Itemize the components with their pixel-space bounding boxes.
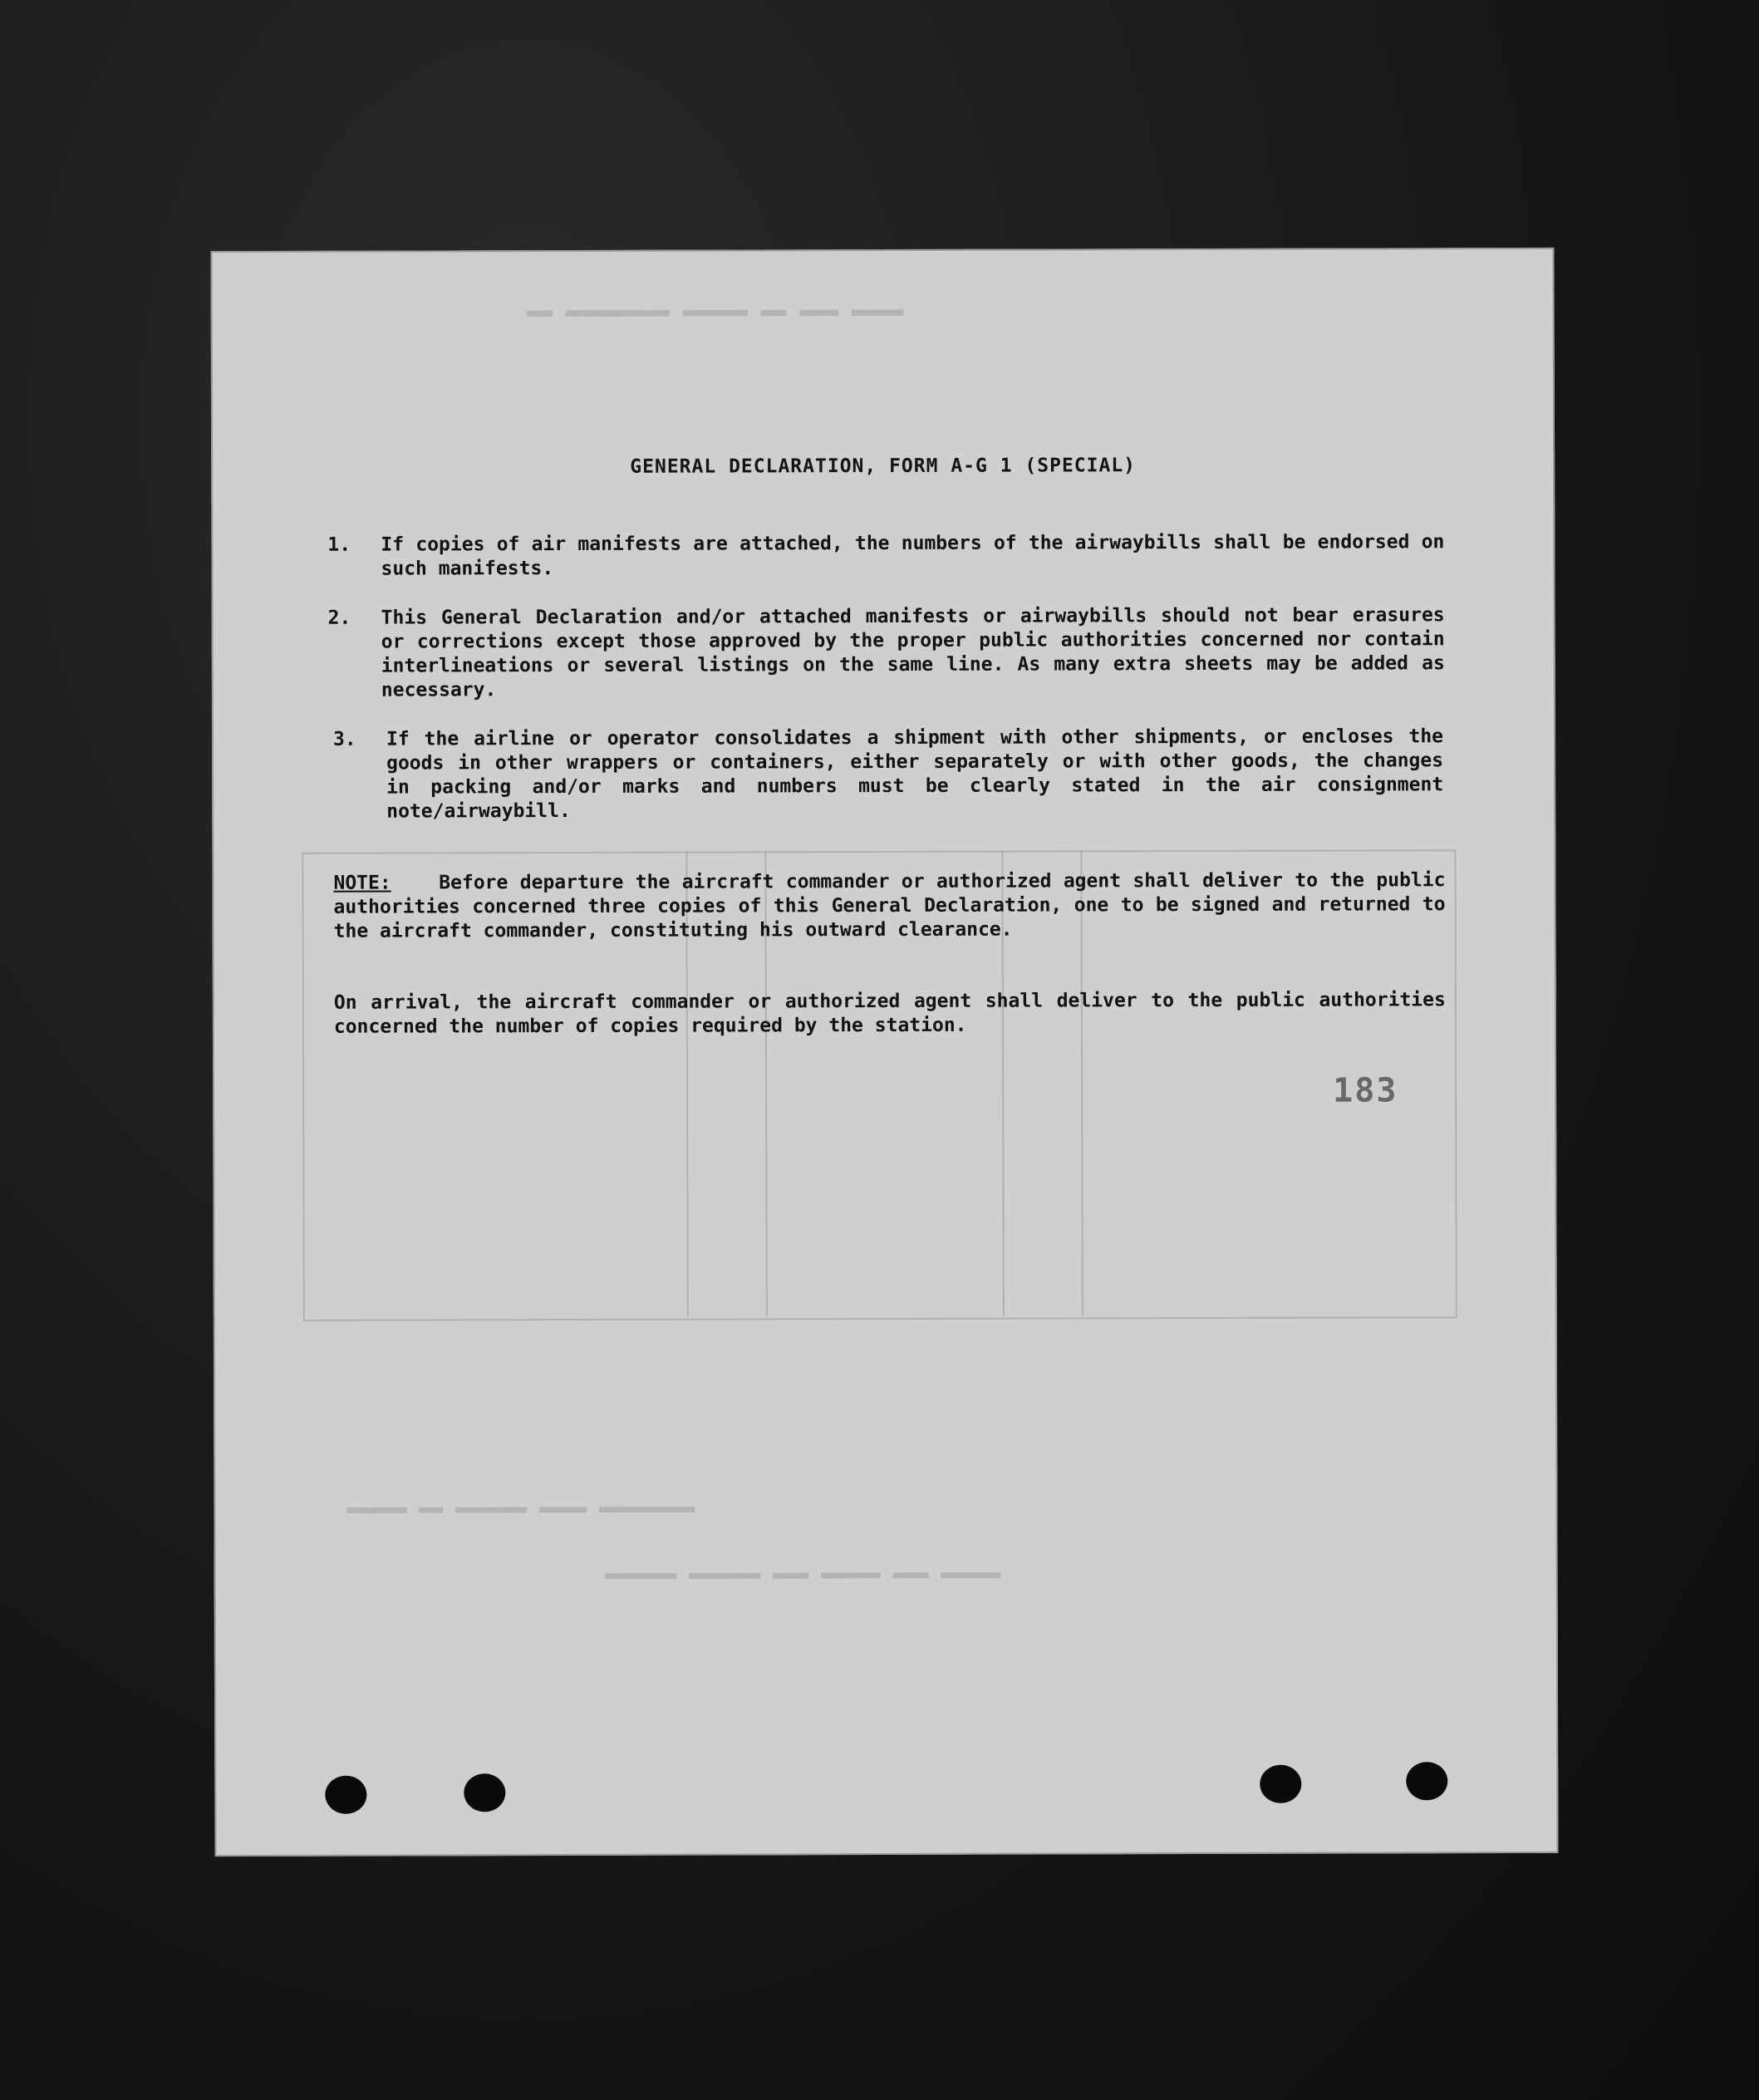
instruction-item-3 <box>332 725 1563 823</box>
form-title: GENERAL DECLARATION, FORM A-G 1 (SPECIAL) <box>630 455 1137 478</box>
bleed-through-lines: ▬▬▬▬▬ ▬▬▬ ▬▬▬▬▬ ▬▬▬ ▬▬▬▬▬▬ ▬▬▬▬▬▬ <box>604 1561 1001 1586</box>
punch-hole <box>464 1773 505 1812</box>
page-number-stamp: 183 <box>1333 1071 1398 1110</box>
note-paragraph <box>333 868 1445 944</box>
bleed-through-heading: ▬▬▬▬ ▬▬▬ ▬▬ ▬▬▬▬▬ ▬▬▬▬▬▬▬▬ ▬▬ <box>526 298 904 326</box>
item-text: If the airline or operator consolidates a shipment with other shipments, or encloses the goods in other wrappers or containers, either separately or with other goods, the changes in packing and/or marks and numbers must be clearly stated in the air consignment note/airwaybill. <box>386 725 1444 823</box>
bleed-through-lines: ▬▬▬▬▬▬▬▬ ▬▬▬▬ ▬▬▬▬▬▬ ▬▬ ▬▬▬▬▬ <box>346 1496 695 1521</box>
instruction-item-1 <box>327 530 1557 580</box>
item-number: 3. <box>332 728 356 750</box>
punch-hole <box>1260 1765 1301 1803</box>
note-label: NOTE: <box>333 872 391 894</box>
item-number: 1. <box>327 534 351 556</box>
note-text: Before departure the aircraft commander or authorized agent shall deliver to the public authorities concerned three copies of this General Declaration, one to be signed and returned to the aircraft commander, constituting his outward clearance. <box>333 869 1446 942</box>
punch-hole <box>1406 1762 1447 1800</box>
item-number: 2. <box>327 607 351 629</box>
arrival-paragraph: On arrival, the aircraft commander or authorized agent shall deliver to the public authorities concerned the number of copies required by the station. <box>333 989 1446 1038</box>
punch-hole <box>325 1776 366 1814</box>
document-page <box>210 248 1558 1857</box>
item-text: This General Declaration and/or attached manifests or airwaybills should not bear erasures or corrections except those approved by the proper public authorities concerned nor contain interlineations or several listings on the same line. As many extra sheets may be added as necessary. <box>381 604 1445 701</box>
item-text: If copies of air manifests are attached, the numbers of the airwaybills shall be endorsed on such manifests. <box>381 531 1445 580</box>
instruction-item-2 <box>327 603 1558 701</box>
